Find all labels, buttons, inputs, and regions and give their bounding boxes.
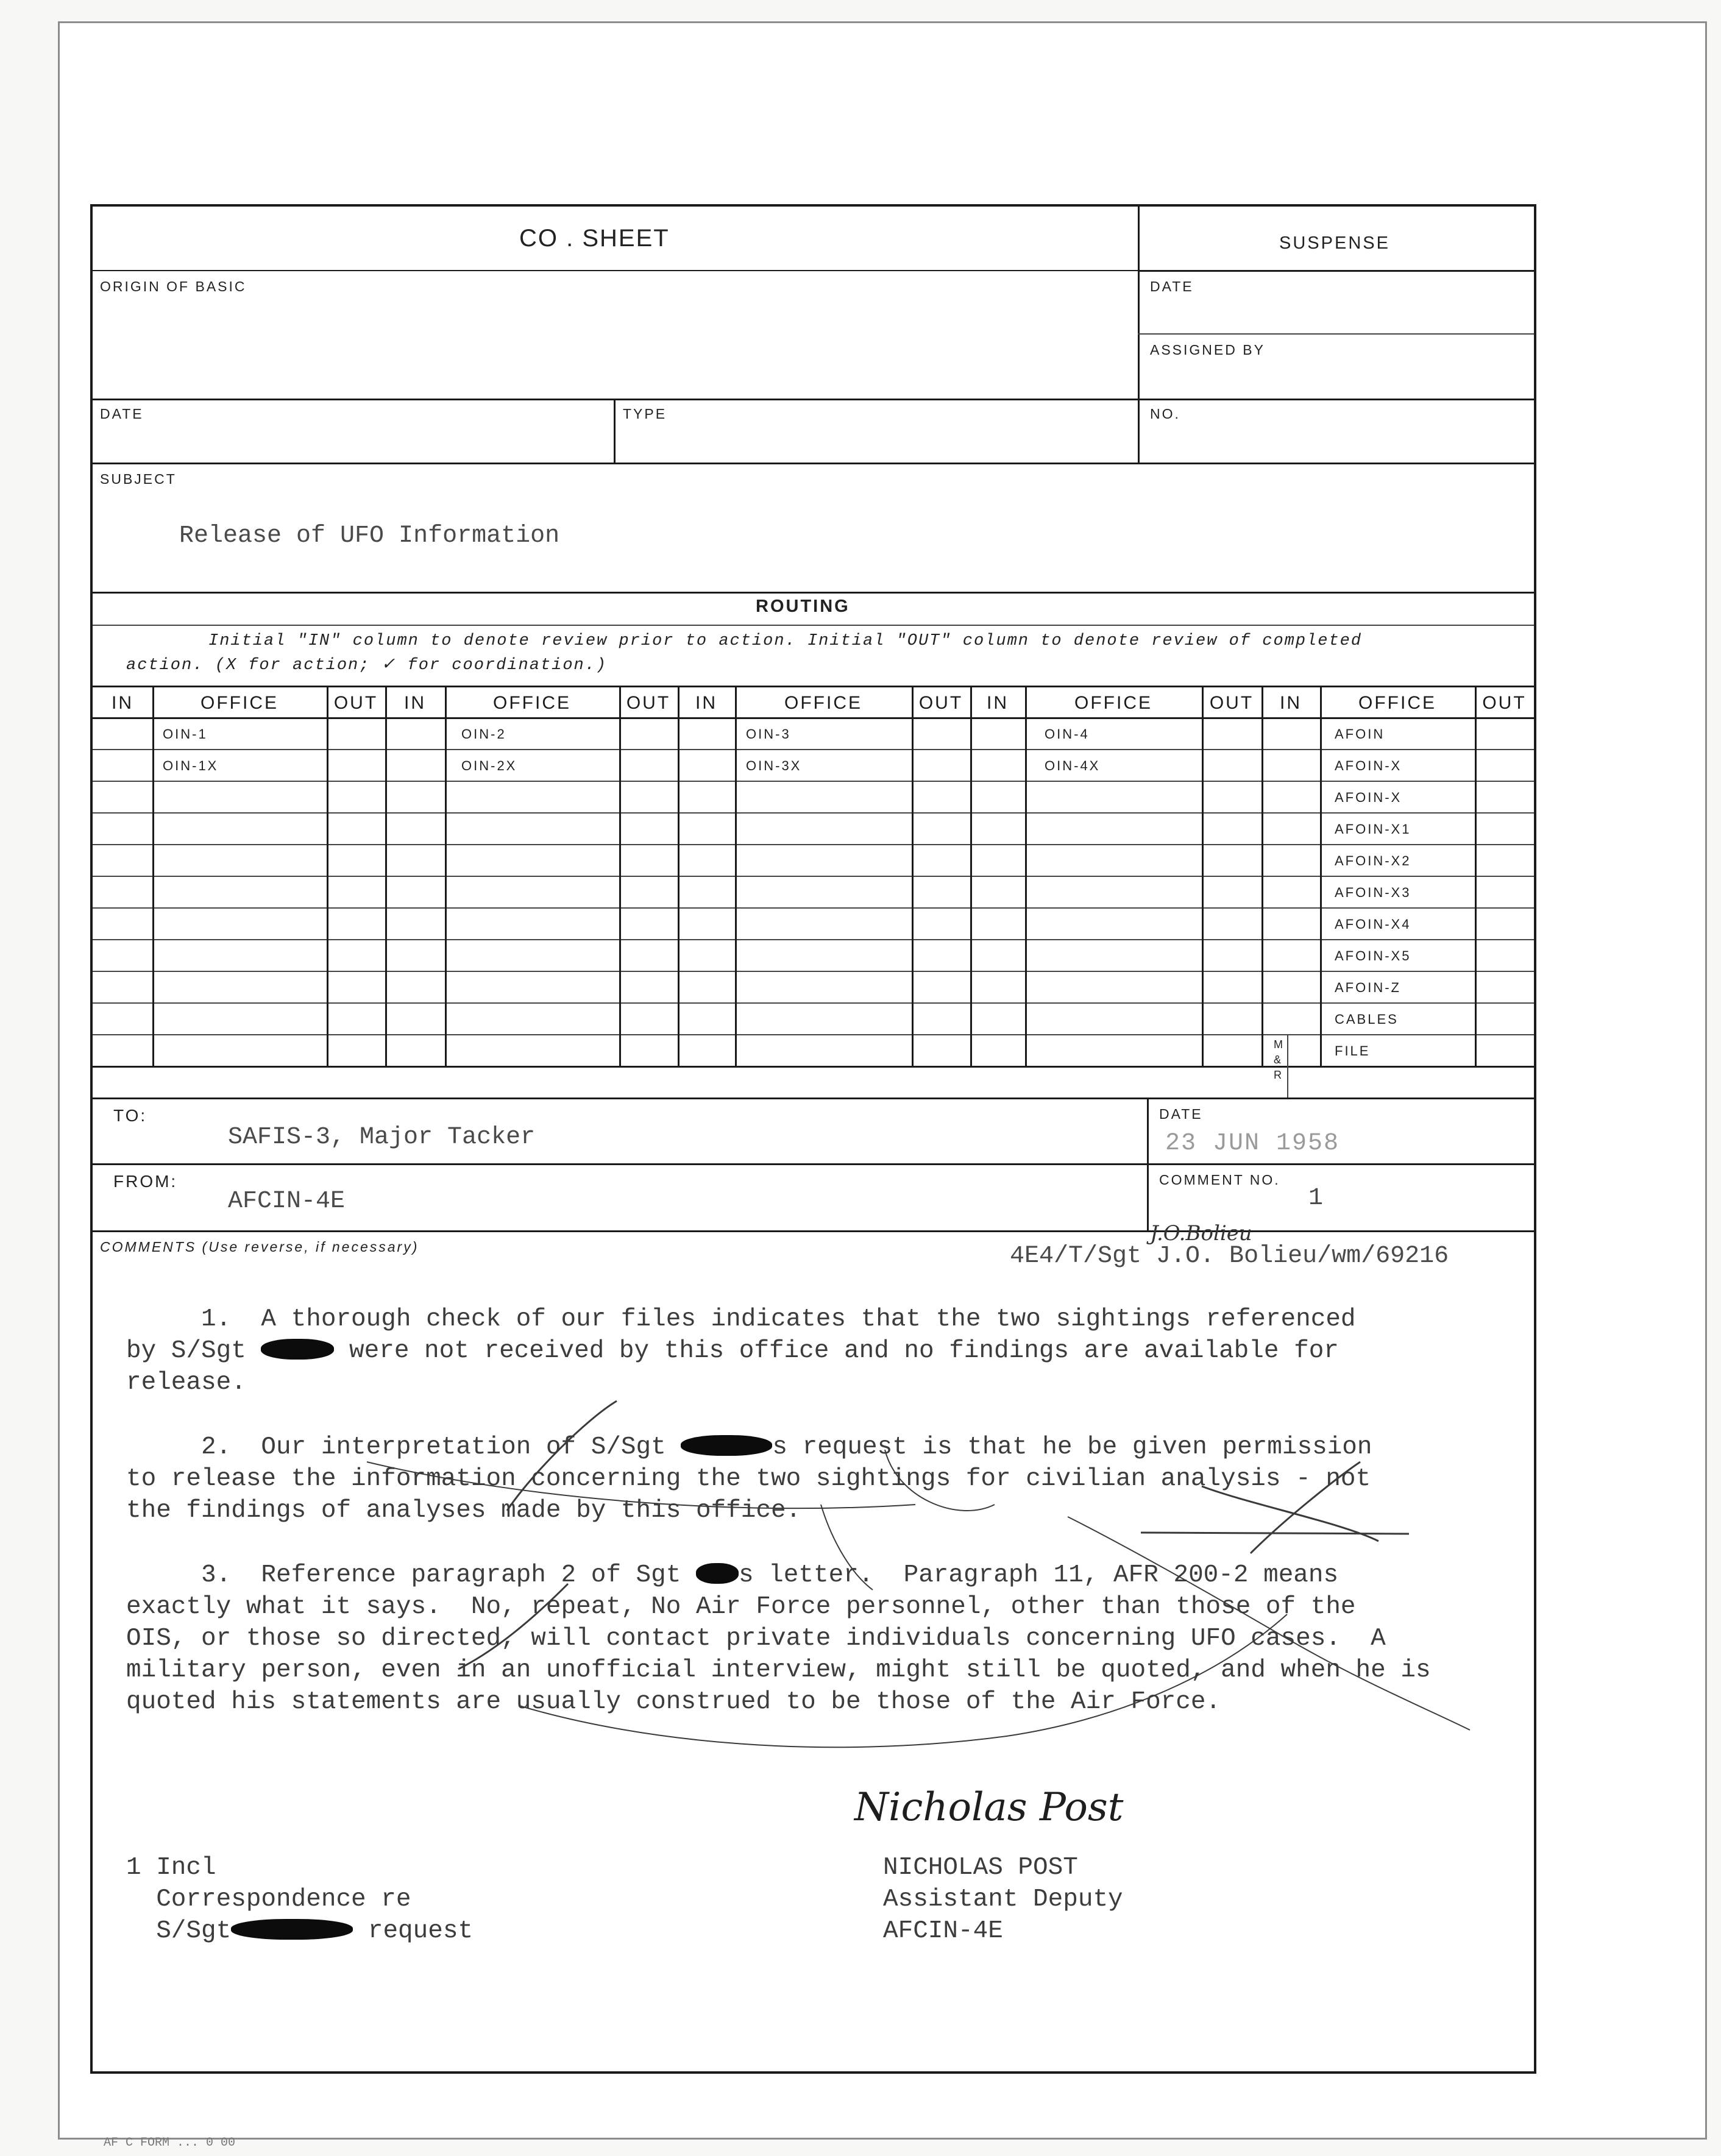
paragraph-2-line-3: the findings of analyses made by this office. xyxy=(126,1497,801,1525)
type-label: TYPE xyxy=(623,406,667,422)
office-cell: AFOIN-X2 xyxy=(1335,853,1411,868)
office-cell: OIN-1X xyxy=(163,758,219,773)
office-cell: AFOIN-X1 xyxy=(1335,821,1411,837)
control-sheet-form xyxy=(90,204,1536,2074)
col-office-2: OFFICE xyxy=(493,693,571,713)
paragraph-3-line-4: military person, even in an unofficial interview, might still be quoted, and when he is xyxy=(126,1656,1431,1684)
subject-label: SUBJECT xyxy=(100,471,177,487)
date-label: DATE xyxy=(1159,1106,1203,1122)
mbr-letter: M xyxy=(1274,1038,1283,1051)
office-cell: AFOIN-X xyxy=(1335,758,1402,773)
comments-label: COMMENTS (Use reverse, if necessary) xyxy=(100,1239,419,1255)
to-value: SAFIS-3, Major Tacker xyxy=(228,1124,536,1151)
routing-instructions-line-2: action. (X for action; ✓ for coordination.) xyxy=(126,656,608,675)
signer-title: Assistant Deputy xyxy=(883,1885,1123,1913)
comment-no-value: 1 xyxy=(1308,1185,1324,1212)
col-in-5: IN xyxy=(1280,693,1302,713)
office-cell: OIN-1 xyxy=(163,726,208,742)
redaction-mark xyxy=(696,1563,739,1584)
col-office-4: OFFICE xyxy=(1074,693,1152,713)
typist-initials: J.O.Bolieu xyxy=(1150,1221,1252,1246)
comment-no-label: COMMENT NO. xyxy=(1159,1172,1280,1188)
typist-reference: 4E4/T/Sgt J.O. Bolieu/wm/69216 xyxy=(1010,1243,1449,1270)
to-label: TO: xyxy=(113,1106,147,1125)
form-footer: AF C FORM ... 0 00 xyxy=(104,2136,236,2150)
office-cell: OIN-4X xyxy=(1045,758,1101,773)
paragraph-2-line-1: 2. Our interpretation of S/Sgt s request is that he be given permission xyxy=(126,1433,1372,1461)
office-cell: AFOIN-X5 xyxy=(1335,948,1411,963)
col-in-3: IN xyxy=(695,693,717,713)
col-out-2: OUT xyxy=(626,693,671,713)
office-cell: AFOIN xyxy=(1335,726,1385,742)
col-out-1: OUT xyxy=(333,693,378,713)
enclosure-line-2: Correspondence re xyxy=(126,1885,411,1913)
col-office-3: OFFICE xyxy=(784,693,862,713)
routing-instructions-line-1: Initial "IN" column to denote review prior to action. Initial "OUT" column to denote review of completed xyxy=(208,632,1363,650)
assigned-by-label: ASSIGNED BY xyxy=(1150,342,1265,358)
date-value: 23 JUN 1958 xyxy=(1165,1130,1340,1157)
office-cell: OIN-3 xyxy=(746,726,791,742)
mbr-letter: R xyxy=(1274,1069,1282,1081)
enclosure-line-3: S/Sgt request xyxy=(126,1917,474,1945)
col-in-4: IN xyxy=(987,693,1009,713)
office-cell: AFOIN-Z xyxy=(1335,980,1401,995)
office-cell: OIN-3X xyxy=(746,758,802,773)
paragraph-3-line-3: OIS, or those so directed, will contact private individuals concerning UFO cases. A xyxy=(126,1625,1386,1653)
paragraph-3-line-1: 3. Reference paragraph 2 of Sgt s letter. Paragraph 11, AFR 200-2 means xyxy=(126,1561,1339,1589)
office-cell: OIN-2X xyxy=(461,758,517,773)
redaction-mark xyxy=(681,1435,772,1456)
paragraph-3-line-5: quoted his statements are usually construed to be those of the Air Force. xyxy=(126,1688,1221,1716)
office-cell: OIN-2 xyxy=(461,726,506,742)
suspense-label: SUSPENSE xyxy=(1279,233,1390,253)
mbr-letter: & xyxy=(1274,1054,1282,1066)
office-cell: FILE xyxy=(1335,1043,1371,1058)
paragraph-1-line-2: by S/Sgt were not received by this office and no findings are available for xyxy=(126,1337,1339,1365)
redaction-mark xyxy=(231,1919,353,1940)
paragraph-1-line-3: release. xyxy=(126,1369,246,1397)
col-office-5: OFFICE xyxy=(1358,693,1436,713)
signer-name: NICHOLAS POST xyxy=(883,1854,1078,1882)
col-out-5: OUT xyxy=(1482,693,1527,713)
paragraph-1-line-1: 1. A thorough check of our files indicates that the two sightings referenced xyxy=(126,1305,1356,1333)
subject-value: Release of UFO Information xyxy=(179,522,560,550)
redaction-mark xyxy=(261,1339,334,1360)
paragraph-2-line-2: to release the information concerning the two sightings for civilian analysis - not xyxy=(126,1465,1371,1493)
handwritten-signature: Nicholas Post xyxy=(854,1785,1124,1830)
paragraph-3-line-2: exactly what it says. No, repeat, No Air Force personnel, other than those of the xyxy=(126,1593,1356,1621)
office-cell: AFOIN-X xyxy=(1335,790,1402,805)
form-title: CO . SHEET xyxy=(519,225,670,252)
col-out-3: OUT xyxy=(918,693,963,713)
office-cell: OIN-4 xyxy=(1045,726,1090,742)
from-value: AFCIN-4E xyxy=(228,1188,346,1215)
origin-of-basic-label: ORIGIN OF BASIC xyxy=(100,278,247,294)
col-in-1: IN xyxy=(112,693,133,713)
routing-heading: ROUTING xyxy=(756,597,850,616)
col-out-4: OUT xyxy=(1209,693,1254,713)
col-in-2: IN xyxy=(404,693,426,713)
enclosure-line-1: 1 Incl xyxy=(126,1854,216,1882)
office-cell: AFOIN-X4 xyxy=(1335,917,1411,932)
office-cell: CABLES xyxy=(1335,1012,1399,1027)
signer-office: AFCIN-4E xyxy=(883,1917,1003,1945)
no-label: NO. xyxy=(1150,406,1180,422)
from-label: FROM: xyxy=(113,1172,178,1191)
suspense-date-label: DATE xyxy=(1150,278,1194,294)
office-cell: AFOIN-X3 xyxy=(1335,885,1411,900)
date-label: DATE xyxy=(100,406,144,422)
col-office-1: OFFICE xyxy=(200,693,279,713)
